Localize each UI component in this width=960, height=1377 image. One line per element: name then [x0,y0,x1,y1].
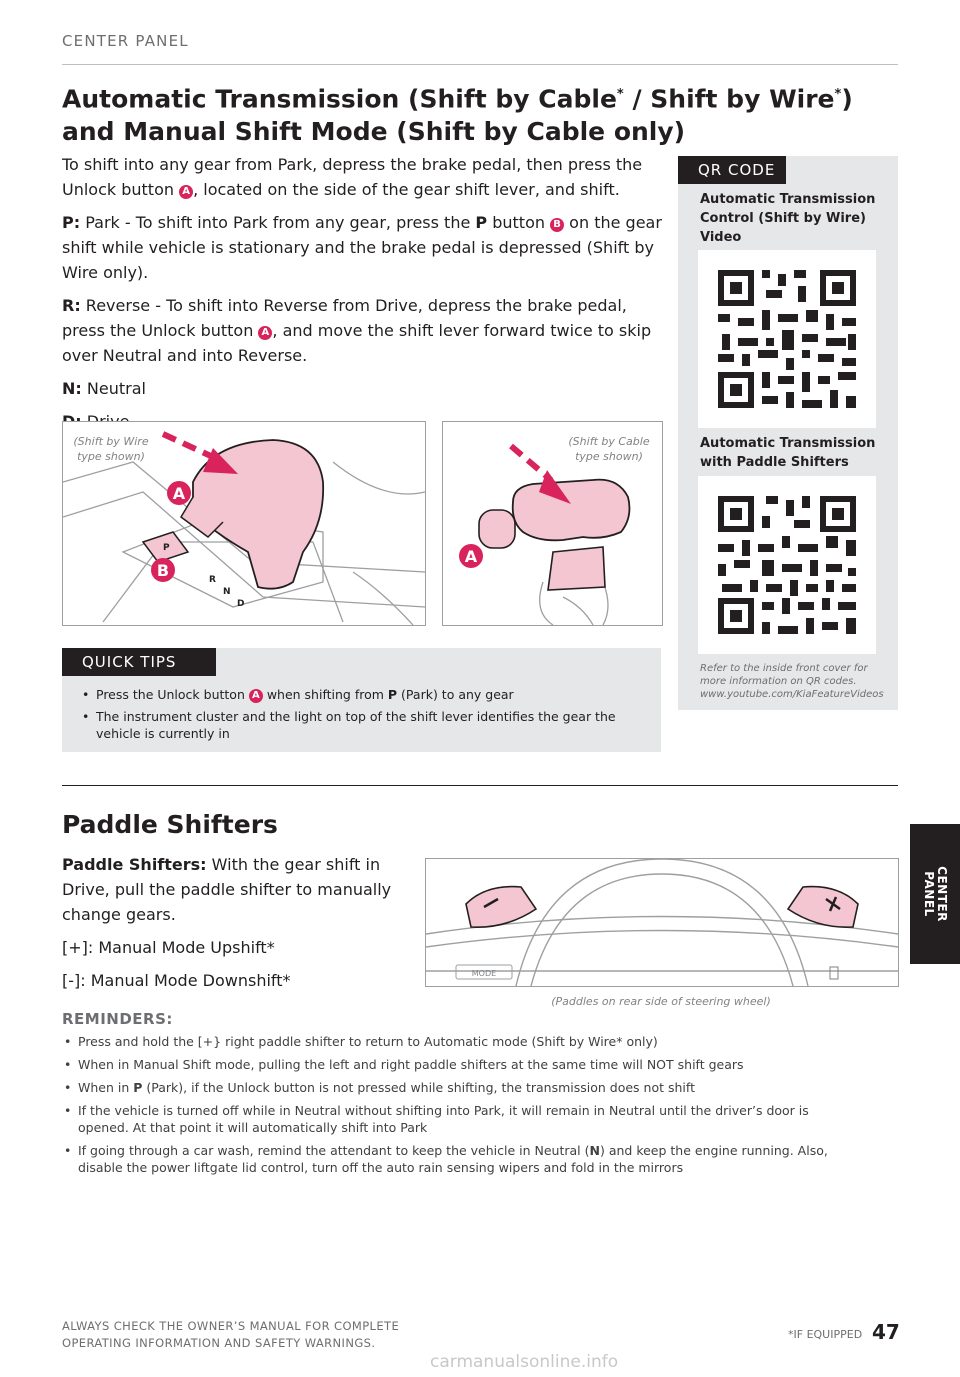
list-item [62,1079,862,1096]
title-part2: / Shift by Wire [623,84,835,114]
reminders-heading: REMINDERS: [62,1010,173,1028]
qr-code-2[interactable] [698,476,876,654]
quick-tips-list [78,686,648,747]
list-item: • The instrument cluster and the light on top of the shift lever identifies the gear the vehicle is currently in [78,708,648,742]
paddle-caption: (Paddles on rear side of steering wheel) [551,995,771,1008]
upshift-line: [+]: Manual Mode Upshift* [62,938,275,957]
qr-code-tab: QR CODE [678,156,786,184]
gear-r-label: R [209,575,216,585]
neutral-label: N: [62,379,82,398]
intro-text-1: To shift into any gear from Park, depress the brake pedal, then press the Unlock button [62,155,643,199]
title-line2: and Manual Shift Mode (Shift by Cable only) [62,117,686,147]
list-item [78,686,648,703]
park-label: P: [62,213,81,232]
callout-a-badge: A [258,326,272,340]
tip1-text-3: (Park) to any gear [397,687,514,702]
callout-a-label: A [172,484,186,503]
section-divider [62,785,898,786]
shifter-shaft-shape [548,547,605,590]
qr-code-1[interactable] [698,250,876,428]
side-tab-line1: CENTER [935,866,949,922]
park-bold: P [475,213,488,232]
paddle-desc: With the gear shift in Drive, pull the paddle shifter to manually change gears. [62,855,392,924]
arrow-line [511,446,551,480]
shift-by-cable-illustration [442,421,663,626]
steering-wheel-drawing [426,859,898,986]
rem3-text-1: When in [78,1080,134,1095]
intro-text-2: , located on the side of the gear shift lever, and shift. [193,180,620,199]
shift-by-wire-illustration [62,421,426,626]
right-paddle-shape [788,887,858,928]
park-text-1: Park - To shift into Park from any gear, press the [80,213,476,232]
paddle-paragraph [62,852,422,927]
neutral-paragraph [62,376,662,401]
footer-disclaimer [62,1318,399,1352]
reverse-label: R: [62,296,81,315]
unlock-button-shape [479,510,515,548]
side-tab-line2: PANEL [922,871,936,917]
side-tab-label [922,866,948,922]
paddle-heading: Paddle Shifters [62,810,278,839]
callout-a-badge: A [249,689,263,703]
reverse-paragraph [62,293,662,368]
arrow-line [163,434,213,457]
neutral-text: Neutral [81,379,146,398]
callout-a-label: A [464,547,478,566]
gear-n-label: N [223,587,231,597]
park-text-3: on the gear shift while vehicle is stationary and the brake pedal is depressed (Shift by Wire only). [62,213,662,282]
paddle-text [62,852,422,1001]
rem3-bold: P [133,1080,143,1095]
list-item: • Press and hold the [+} right paddle shifter to return to Automatic mode (Shift by Wire* only) [62,1033,862,1050]
qr-video2-title: Automatic Transmission with Paddle Shifters [700,436,876,470]
title-star2: * [834,87,842,102]
gear-d-label: D [237,599,245,609]
rem5-text-1: If going through a car wash, remind the attendant to keep the vehicle in Neutral ( [78,1143,590,1158]
disclaimer-line1: ALWAYS CHECK THE OWNER’S MANUAL FOR COMPLETE [62,1319,400,1333]
reminders-list [62,1033,862,1182]
list-item [62,1142,862,1176]
paddle-label: Paddle Shifters: [62,855,207,874]
park-paragraph [62,210,662,285]
gear-p-label: P [163,543,170,553]
cable-caption: (Shift by Cable type shown) [568,435,650,463]
callout-b-label: B [156,561,170,580]
title-part1: Automatic Transmission (Shift by Cable [62,84,617,114]
tip1-bold: P [387,687,398,702]
downshift-line: [-]: Manual Mode Downshift* [62,971,291,990]
title-part3: ) [841,84,853,114]
list-item: • When in Manual Shift mode, pulling the left and right paddle shifters at the same time will NOT shift gears [62,1056,862,1073]
paddle-shifter-illustration [425,858,899,987]
reverse-text-2: , and move the shift lever forward twice to skip over Neutral and into Reverse. [62,321,652,365]
page-title [62,78,853,148]
left-paddle-shape [466,887,536,928]
tip1-text-2: when shifting from [262,687,388,702]
page-number: 47 [872,1320,900,1344]
fuel-icon [830,967,838,979]
tip1-text-1: Press the Unlock button [96,687,249,702]
section-header: CENTER PANEL [62,32,189,50]
rem3-text-2: (Park), if the Unlock button is not pressed while shifting, the transmission does not shift [142,1080,695,1095]
mode-label: MODE [471,969,497,978]
title-star1: * [616,87,624,102]
list-item: • If the vehicle is turned off while in Neutral without shifting into Park, it will remain in Neutral until the driver’s door is opened. At that point it will automatically shift into Park [62,1102,862,1136]
chapter-side-tab[interactable] [910,824,960,964]
wire-caption: (Shift by Wire type shown) [73,435,149,463]
park-text-2: button [487,213,551,232]
callout-b-badge: B [550,218,564,232]
intro-text [62,152,662,442]
intro-paragraph [62,152,662,202]
if-equipped-note: *IF EQUIPPED [788,1328,863,1341]
disclaimer-line2: OPERATING INFORMATION AND SAFETY WARNINGS. [62,1336,376,1350]
qr-note: Refer to the inside front cover for more information on QR codes. www.youtube.com/KiaFeatureVideos [700,663,884,700]
callout-a-badge: A [179,185,193,199]
top-divider [62,64,898,65]
reverse-text-1: Reverse - To shift into Reverse from Drive, depress the brake pedal, press the Unlock button [62,296,627,340]
shifter-handle-shape [513,480,630,541]
rem5-bold: N [589,1143,600,1158]
rem5-text-2: ) and keep the engine running. Also, disable the power liftgate lid control, turn off the auto rain sensing wipers and fold in the mirrors [78,1143,828,1175]
qr-code-icon [698,476,876,654]
qr-video1-title: Automatic Transmission Control (Shift by Wire) Video [700,192,876,245]
qr-code-icon [698,250,876,428]
quick-tips-tab: QUICK TIPS [62,648,216,676]
watermark: carmanualsonline.info [430,1352,619,1372]
